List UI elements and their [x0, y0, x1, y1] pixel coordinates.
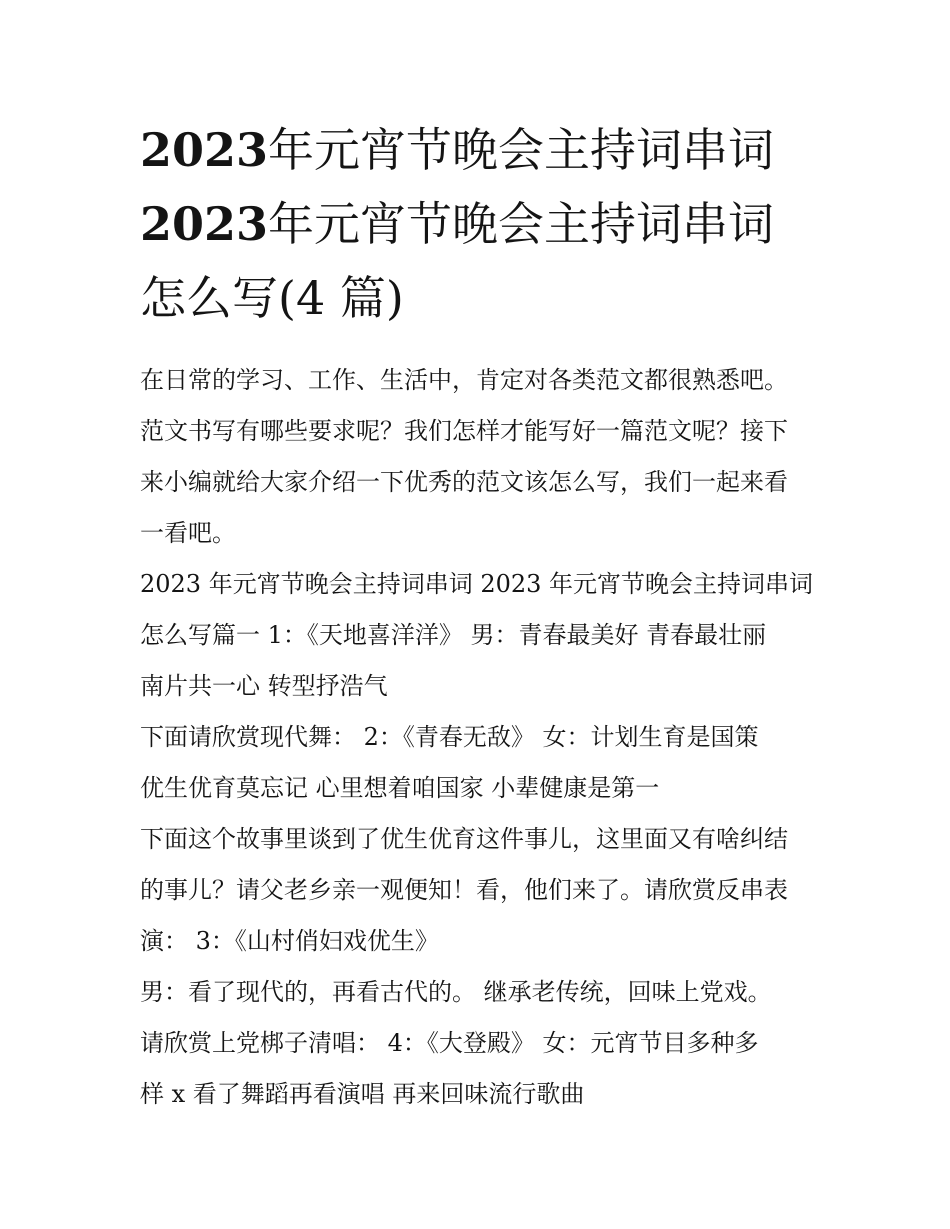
- title-text: 怎么写(4 篇): [140, 271, 404, 325]
- title-year: 2023: [140, 123, 269, 177]
- body-line: 演： 3：《山村俏妇戏优生》: [140, 927, 439, 955]
- document-body: [140, 355, 830, 1120]
- title-line-1: [140, 113, 830, 187]
- body-line: 怎么写篇一 1：《天地喜洋洋》 男：青春最美好 青春最壮丽: [140, 621, 767, 649]
- body-line: 在日常的学习、工作、生活中，肯定对各类范文都很熟悉吧。: [140, 366, 788, 394]
- title-year: 2023: [140, 197, 269, 251]
- title-line-3: [140, 261, 830, 335]
- body-line: 下面请欣赏现代舞： 2：《青春无敌》 女：计划生育是国策: [140, 723, 759, 751]
- body-line: 男：看了现代的，再看古代的。 继承老传统，回味上党戏。: [140, 978, 772, 1006]
- body-line: 2023 年元宵节晚会主持词串词 2023 年元宵节晚会主持词串词: [140, 570, 814, 598]
- body-line: 范文书写有哪些要求呢？我们怎样才能写好一篇范文呢？接下: [140, 417, 788, 445]
- body-line: 优生优育莫忘记 心里想着咱国家 小辈健康是第一: [140, 774, 660, 802]
- body-line: 来小编就给大家介绍一下优秀的范文该怎么写，我们一起来看: [140, 468, 788, 496]
- body-line: 的事儿？请父老乡亲一观便知！看，他们来了。请欣赏反串表: [140, 876, 788, 904]
- title-text: 年元宵节晚会主持词串词: [268, 197, 775, 251]
- title-line-2: [140, 187, 830, 261]
- title-text: 年元宵节晚会主持词串词: [268, 123, 775, 177]
- body-line: 下面这个故事里谈到了优生优育这件事儿，这里面又有啥纠结: [140, 825, 788, 853]
- body-line: 样 x 看了舞蹈再看演唱 再来回味流行歌曲: [140, 1080, 585, 1108]
- body-line: 一看吧。: [140, 519, 236, 547]
- body-line: 南片共一心 转型抒浩气: [140, 672, 388, 700]
- document-title: [140, 113, 830, 335]
- body-line: 请欣赏上党梆子清唱： 4：《大登殿》 女：元宵节目多种多: [140, 1029, 759, 1057]
